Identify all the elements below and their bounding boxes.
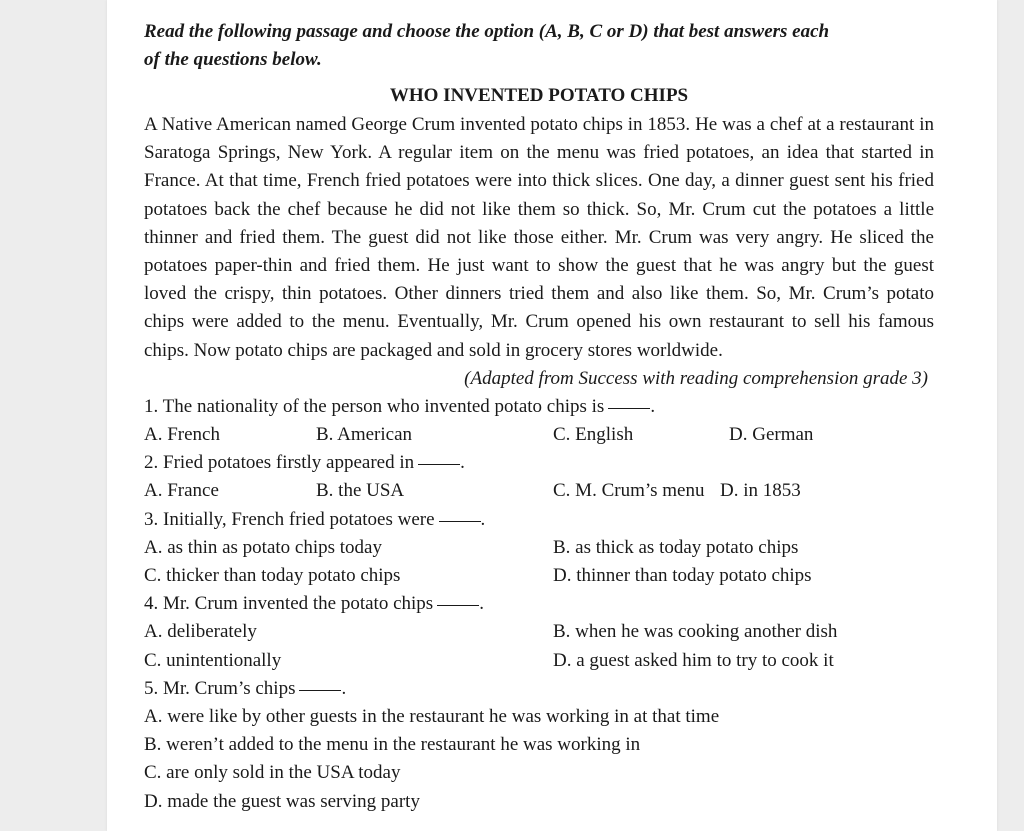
options-row [144, 703, 934, 731]
options-row [144, 788, 934, 816]
question-4 [144, 590, 934, 618]
question-end: . [480, 508, 486, 530]
question-stem: 4. Mr. Crum invented the potato chips [144, 593, 434, 615]
passage-line: restaurant in Saratoga Springs, New York. A regular item on the menu was fried potatoes, an [144, 114, 935, 164]
options-row [144, 421, 934, 449]
passage [144, 111, 934, 365]
question-stem: 2. Fried potatoes firstly appeared in [144, 452, 415, 474]
options-row [144, 647, 934, 675]
option-c[interactable]: C. English [553, 424, 634, 446]
option-b[interactable]: B. weren’t added to the menu in the restaurant he was working in [144, 734, 641, 756]
options-row [144, 534, 934, 562]
passage-title: WHO INVENTED POTATO CHIPS [389, 85, 689, 106]
question-end: . [460, 452, 465, 474]
option-d[interactable]: D. thinner than today potato chips [553, 565, 812, 586]
option-d[interactable]: D. German [729, 424, 814, 446]
instruction [144, 18, 934, 74]
passage-line: are packaged and sold in grocery stores worldwide. [332, 339, 723, 361]
option-a[interactable]: A. France [144, 480, 219, 502]
option-c[interactable]: C. M. Crum’s menu [553, 480, 705, 502]
option-c[interactable]: C. are only sold in the USA today [144, 762, 401, 784]
option-d[interactable]: D. a guest asked him to try to cook it [553, 649, 834, 671]
option-a[interactable]: A. were like by other guests in the restaurant he was working in at that time [144, 705, 720, 727]
answer-blank [608, 408, 650, 409]
question-end: . [341, 677, 347, 699]
answer-blank [418, 464, 460, 465]
option-c[interactable]: C. thicker than today potato chips [144, 565, 401, 586]
options-row [144, 731, 934, 759]
options-row [144, 562, 934, 590]
passage-line: Mr. Crum was very angry. He sliced the potatoes paper-thin and fried them. He just want to [144, 226, 934, 277]
options-row [144, 618, 934, 646]
option-c[interactable]: C. unintentionally [144, 649, 282, 671]
question-5 [144, 675, 934, 703]
question-stem: 1. The nationality of the person who invented potato chips is [144, 395, 605, 417]
question-2 [144, 449, 934, 477]
worksheet-content [144, 18, 934, 816]
options-row [144, 759, 934, 787]
passage-line: idea that started in France. At that time, French fried potatoes were into thick slices. One day, [144, 142, 935, 192]
passage-line: Eventually, Mr. Crum opened his own restaurant to sell his famous chips. Now potato chips [144, 311, 935, 361]
question-end: . [479, 593, 484, 615]
passage-line: tried them and also like them. So, Mr. Crum’s potato chips were added to the menu. [144, 283, 935, 333]
answer-blank [439, 521, 481, 522]
passage-line: show the guest that he was angry but the guest loved the crispy, thin potatoes. Other dinners [144, 255, 935, 305]
option-d[interactable]: D. made the guest was serving party [144, 790, 420, 812]
option-b[interactable]: B. the USA [316, 480, 405, 502]
question-stem: 5. Mr. Crum’s chips [144, 677, 296, 699]
option-b[interactable]: B. American [316, 424, 413, 446]
question-1 [144, 393, 934, 421]
instruction-line-1: Read the following passage and choose the option (A, B, C or D) that best answers each [144, 21, 830, 42]
options-row [144, 477, 934, 505]
instruction-line-2: of the questions below. [144, 49, 322, 70]
question-end: . [650, 395, 656, 417]
answer-blank [437, 605, 479, 606]
option-a[interactable]: A. French [144, 424, 220, 446]
passage-line: A Native American named George Crum invented potato chips in 1853. He was a chef at a [144, 114, 835, 135]
option-b[interactable]: B. as thick as today potato chips [553, 536, 799, 558]
question-3 [144, 506, 934, 534]
option-a[interactable]: A. as thin as potato chips today [144, 536, 382, 558]
answer-blank [299, 690, 341, 691]
question-stem: 3. Initially, French fried potatoes were [144, 508, 435, 530]
option-b[interactable]: B. when he was cooking another dish [553, 621, 838, 643]
option-d[interactable]: D. in 1853 [720, 480, 801, 502]
option-a[interactable]: A. deliberately [144, 621, 257, 643]
passage-line: a dinner guest sent his fried potatoes back the chef because he did not like them so thick. So, [144, 170, 934, 220]
passage-line: Mr. Crum cut the potatoes a little thinner and fried them. The guest did not like those either. [144, 198, 935, 248]
source-citation: (Adapted from Success with reading comprehension grade 3) [464, 367, 928, 389]
